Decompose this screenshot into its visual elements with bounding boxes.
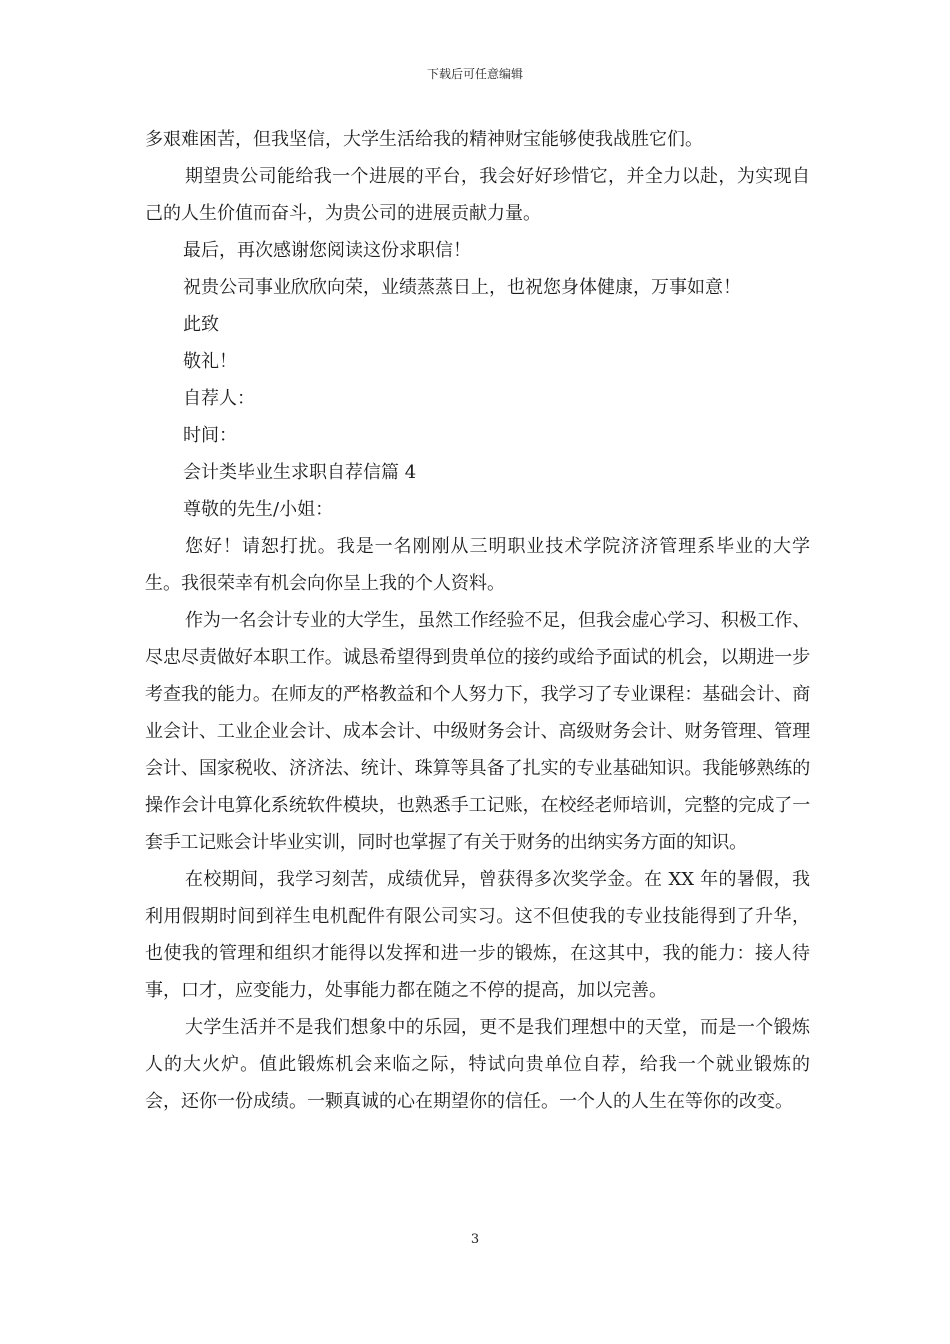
paragraph-continuation: 多艰难困苦，但我坚信，大学生活给我的精神财宝能够使我战胜它们。	[145, 129, 703, 150]
signature-label: 自荐人：	[183, 388, 255, 409]
page-header: 下载后可任意编辑	[426, 67, 523, 81]
paragraph-wishes: 祝贵公司事业欣欣向荣，业绩蒸蒸日上，也祝您身体健康，万事如意！	[183, 277, 741, 298]
closing-jingli: 敬礼！	[183, 351, 237, 372]
section-title: 会计类毕业生求职自荐信篇 4	[183, 462, 417, 483]
paragraph-hope: 期望贵公司能给我一个进展的平台，我会好好珍惜它，并全力以赴，为实现自己的人生价值而奋斗，为贵公司的进展贡献力量。	[145, 166, 810, 224]
salutation: 尊敬的先生/小姐：	[183, 499, 334, 520]
document-body	[145, 121, 810, 1120]
date-label: 时间：	[183, 425, 237, 446]
paragraph-major: 作为一名会计专业的大学生，虽然工作经验不足，但我会虚心学习、积极工作、尽忠尽责做好本职工作。诚恳希望得到贵单位的接约或给予面试的机会，以期进一步考查我的能力。在师友的严格教益和个人努力下，我学习了专业课程：基础会计、商业会计、工业企业会计、成本会计、中级财务会计、高级财务会计、财务管理、管理会计、国家税收、济济法、统计、珠算等具备了扎实的专业基础知识。我能够熟练的操作会计电算化系统软件模块，也熟悉手工记账，在校经老师培训，完整的完成了一套手工记账会计毕业实训，同时也掌握了有关于财务的出纳实务方面的知识。	[145, 610, 810, 853]
paragraph-greeting: 您好！请恕打扰。我是一名刚刚从三明职业技术学院济济管理系毕业的大学生。我很荣幸有机会向你呈上我的个人资料。	[145, 536, 810, 594]
closing-cizhi: 此致	[183, 314, 219, 335]
paragraph-thanks: 最后，再次感谢您阅读这份求职信！	[183, 240, 471, 261]
paragraph-closing: 大学生活并不是我们想象中的乐园，更不是我们理想中的天堂，而是一个锻炼人的大火炉。值此锻炼机会来临之际，特试向贵单位自荐，给我一个就业锻炼的会，还你一份成绩。一颗真诚的心在期望你的信任。一个人的人生在等你的改变。	[145, 1017, 810, 1112]
paragraph-school: 在校期间，我学习刻苦，成绩优异，曾获得多次奖学金。在 XX 年的暑假，我利用假期时间到祥生电机配件有限公司实习。这不但使我的专业技能得到了升华，也使我的管理和组织才能得以发挥和进一步的锻炼，在这其中，我的能力：接人待事，口才，应变能力，处事能力都在随之不停的提高，加以完善。	[145, 869, 810, 1001]
page-number: 3	[470, 1232, 480, 1247]
